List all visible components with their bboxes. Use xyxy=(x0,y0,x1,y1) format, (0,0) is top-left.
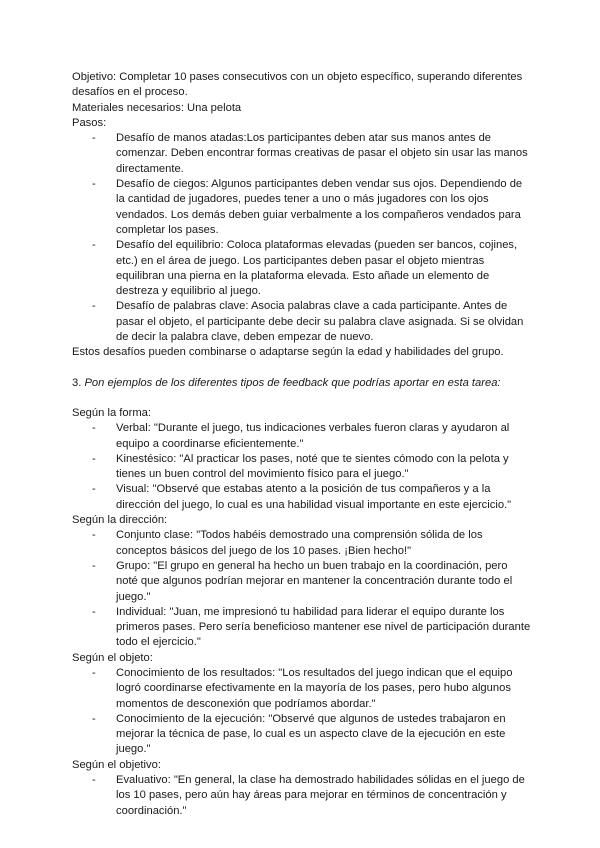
feedback-list xyxy=(72,666,532,758)
document-page xyxy=(72,70,532,819)
feedback-list xyxy=(72,528,532,650)
section-heading: Según el objetivo: xyxy=(72,758,161,771)
list-item: - Visual: "Observé que estabas atento a la posición de tus compañeros y a la dirección del juego, lo cual es una habilidad visual importante en este ejercicio." xyxy=(116,482,532,513)
materials-text: Materiales necesarios: Una pelota xyxy=(72,101,242,114)
list-item: - Evaluativo: "En general, la clase ha demostrado habilidades sólidas en el juego de los 10 pases, pero aún hay áreas para mejorar en términos de concentración y coordinación." xyxy=(116,773,532,819)
section-heading: Según la dirección: xyxy=(72,514,168,527)
list-item: - Verbal: "Durante el juego, tus indicaciones verbales fueron claras y ayudaron al equipo a coordinarse eficientemente." xyxy=(116,421,532,452)
list-item: - Conjunto clase: "Todos habéis demostrado una comprensión sólida de los conceptos básicos del juego de los 10 pases. ¡Bien hecho!" xyxy=(116,528,532,559)
list-item: - Conocimiento de los resultados: "Los resultados del juego indican que el equipo logró coordinarse efectivamente en la mayoría de los pases, pero hubo algunos momentos de desconexión que podríamos abordar." xyxy=(116,666,532,712)
list-item: - Grupo: "El grupo en general ha hecho un buen trabajo en la coordinación, pero noté que algunos podrían mejorar en mantener la concentración durante todo el juego." xyxy=(116,559,532,605)
list-item: - Individual: "Juan, me impresionó tu habilidad para liderar el equipo durante los primeros pases. Pero sería beneficioso mantener ese nivel de participación durante todo el ejercicio." xyxy=(116,605,532,651)
list-item: - Desafío de ciegos: Algunos participantes deben vendar sus ojos. Dependiendo de la cantidad de jugadores, puedes tener a uno o más jugadores con los ojos vendados. Los demás deben guiar verbalmente a los compañeros vendados para completar los pases. xyxy=(116,177,532,238)
feedback-list xyxy=(72,773,532,819)
steps-list xyxy=(72,131,532,345)
list-item: - Kinestésico: "Al practicar los pases, noté que te sientes cómodo con la pelota y tienes un buen control del movimiento físico para el juego." xyxy=(116,452,532,483)
list-item: - Desafío de manos atadas:Los participantes deben atar sus manos antes de comenzar. Deben encontrar formas creativas de pasar el objeto sin usar las manos directamente. xyxy=(116,131,532,177)
closing-text: Estos desafíos pueden combinarse o adaptarse según la edad y habilidades del grupo. xyxy=(72,346,504,359)
steps-label: Pasos: xyxy=(72,116,107,129)
question-heading xyxy=(72,376,532,391)
question-text: Pon ejemplos de los diferentes tipos de feedback que podrías aportar en esta tarea: xyxy=(84,376,501,389)
list-item: - Conocimiento de la ejecución: "Observé que algunos de ustedes trabajaron en mejorar la técnica de pase, lo cual es un aspecto clave de la ejecución en este juego." xyxy=(116,712,532,758)
question-number: 3. xyxy=(72,376,82,389)
objective-text: Objetivo: Completar 10 pases consecutivos con un objeto específico, superando diferentes desafíos en el proceso. xyxy=(72,71,523,99)
section-heading: Según el objeto: xyxy=(72,651,153,664)
list-item: - Desafío del equilibrio: Coloca plataformas elevadas (pueden ser bancos, cojines, etc.) en el área de juego. Los participantes deben pasar el objeto mientras equilibran una pierna en la plataforma elevada. Esto añade un elemento de destreza y equilibrio al juego. xyxy=(116,238,532,299)
feedback-list xyxy=(72,421,532,513)
list-item: - Desafío de palabras clave: Asocia palabras clave a cada participante. Antes de pasar el objeto, el participante debe decir su palabra clave asignada. Si se olvidan de decir la palabra clave, deben empezar de nuevo. xyxy=(116,299,532,345)
section-heading: Según la forma: xyxy=(72,406,151,419)
